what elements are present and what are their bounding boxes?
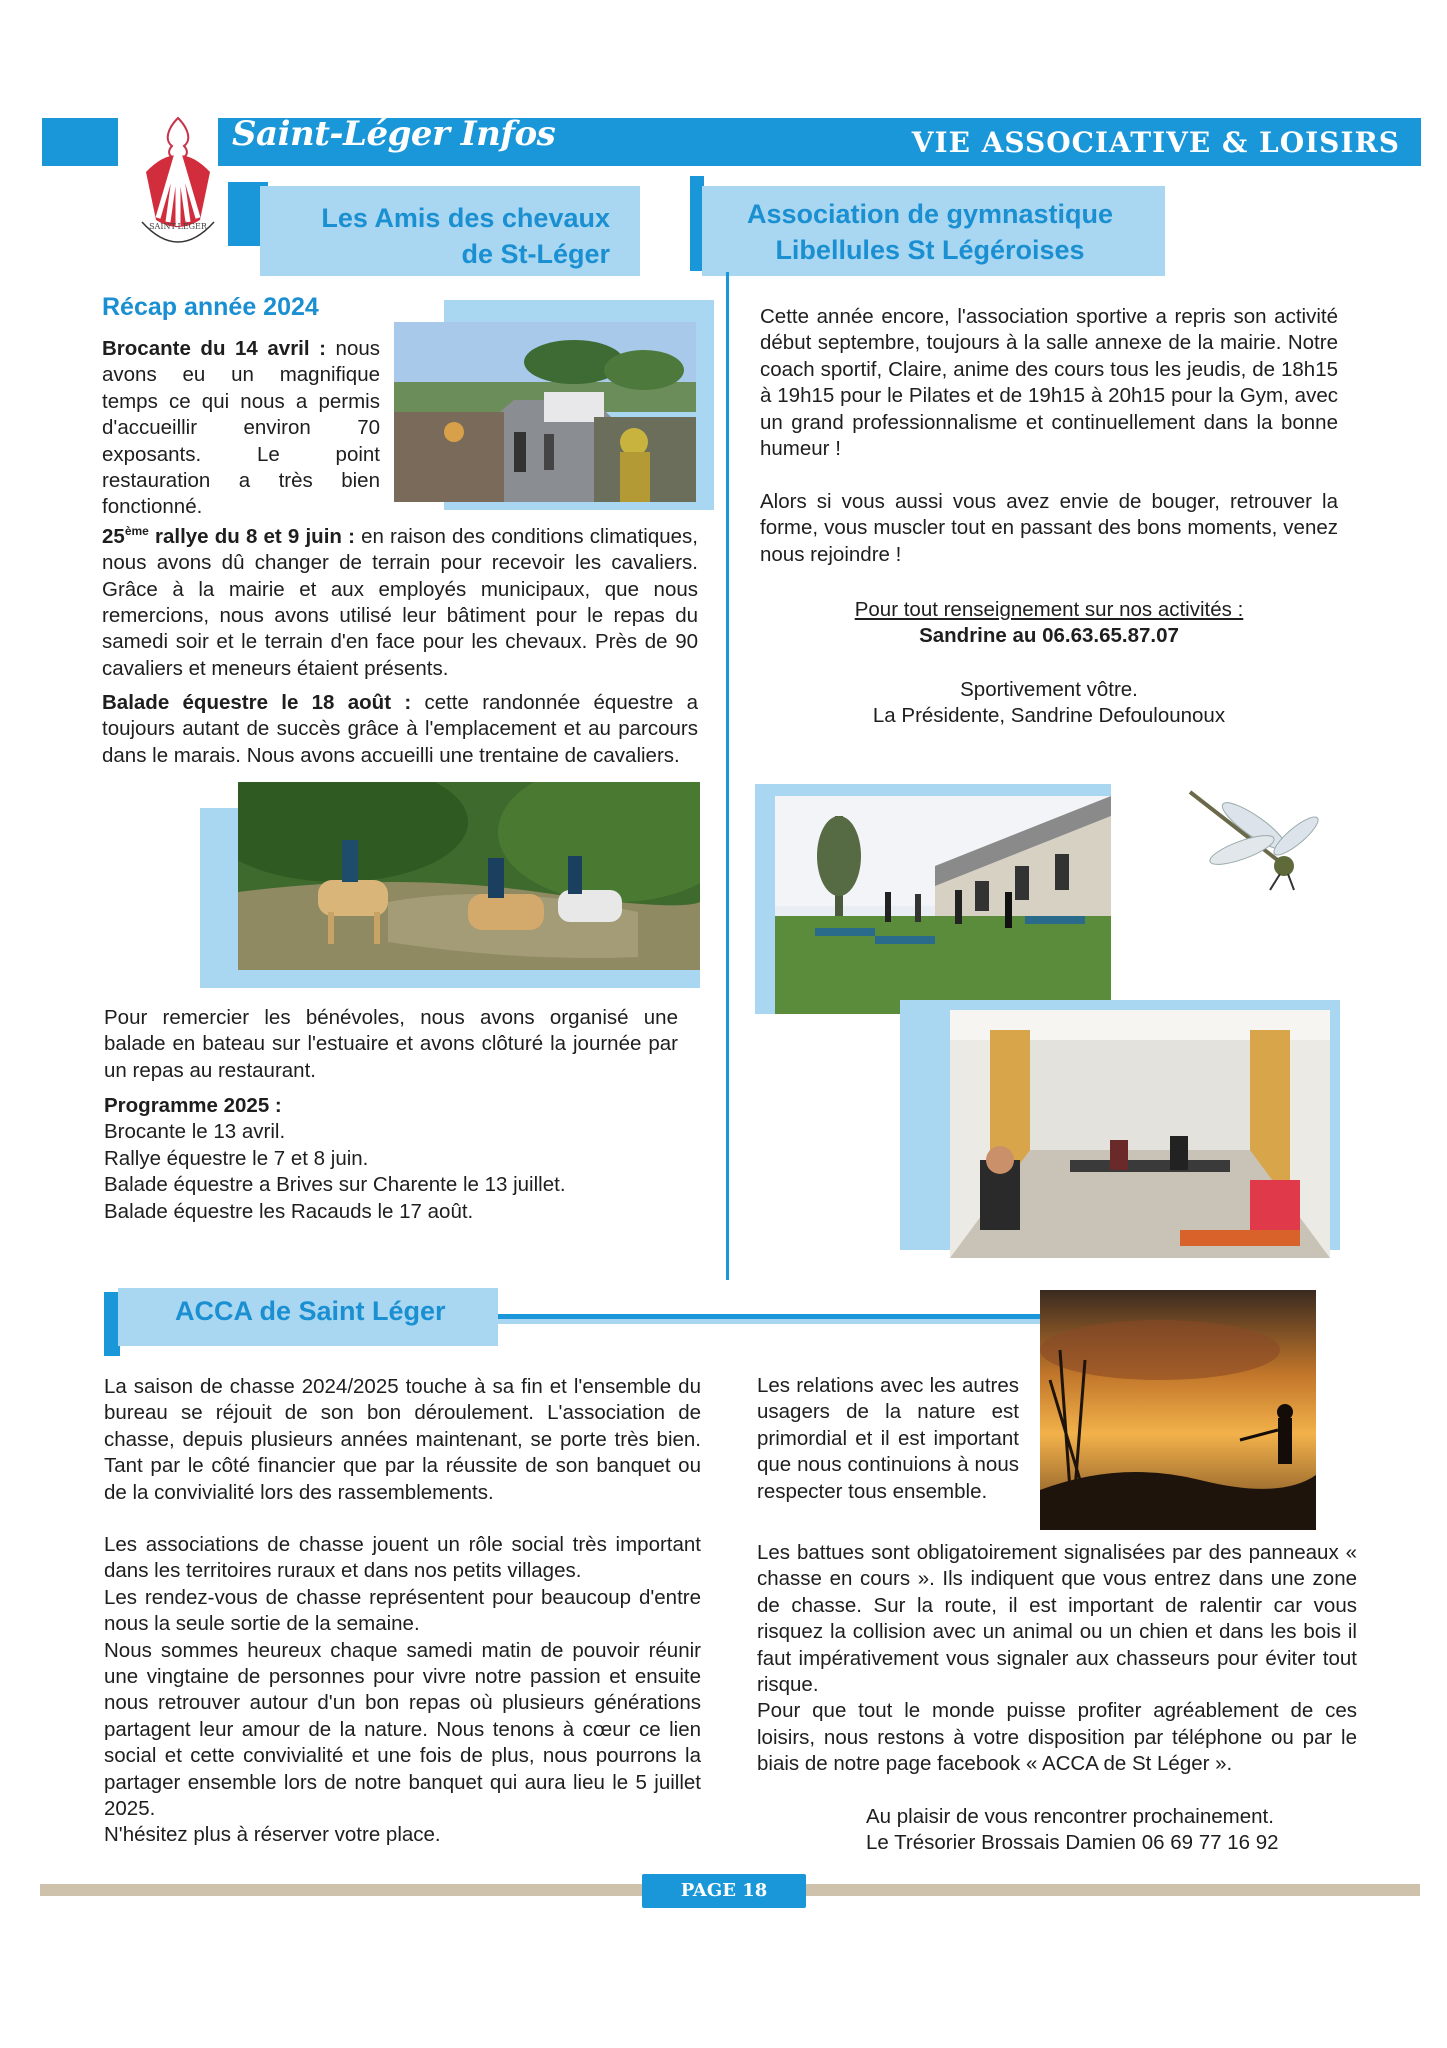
brocante-text: nous avons eu un magnifique temps ce qui nous a permis d'accueillir environ 70 exposants. Le point restauration a très bien fonctionné. [102,337,381,519]
acca-title-rule-light [498,1319,1044,1324]
header-left-block [42,118,118,166]
section-title: VIE ASSOCIATIVE & LOISIRS [911,126,1400,159]
gym-signature: La Présidente, Sandrine Defoulounoux [872,704,1226,728]
programme-item: Balade équestre a Brives sur Charente le 13 juillet. [104,1173,566,1197]
acca-signoff [866,1804,1346,1857]
gym-contact-label: Pour tout renseignement sur nos activités : [854,598,1244,621]
gym-contact [760,597,1338,650]
balade-paragraph [102,690,698,769]
horse-photo [238,782,700,970]
brocante-photo [394,322,696,502]
programme-item: Balade équestre les Racauds le 17 août. [104,1199,474,1223]
acca-right-block [757,1540,1357,1778]
acca-right-paragraph-1 [757,1373,1019,1505]
programme [104,1093,704,1225]
acca-left-block [104,1532,701,1849]
brocante-paragraph [102,336,380,521]
gym-indoor-photo [950,1010,1330,1258]
gym-outdoor-photo [775,796,1111,1014]
page-number: PAGE 18 [680,1880,768,1901]
gym-contact-value: Sandrine au 06.63.65.87.07 [919,624,1179,648]
balade-text: cette randonnée équestre a toujours autant de succès grâce à l'emplacement et au parcours dans le marais. Nous avons accueilli une trentaine de cavaliers. [102,691,698,767]
emblem-text: SAINT-LÉGER [149,222,207,231]
horses-title [270,200,610,272]
acca-closing: Au plaisir de vous rencontrer prochainement. [866,1805,1274,1828]
balade-heading: Balade équestre le 18 août : [102,691,412,714]
gym-signoff [760,677,1338,730]
acca-right-paragraph-2: Les battues sont obligatoirement signalisées par des panneaux « chasse en cours ». Ils indiquent que vous entrez dans une zone de chasse. Sur la route, il est important de ralentir car vous risquez la collision avec un animal ou un chien et dans les bois il faut impérativement vous signaler aux chasseurs pour éviter tout risque. [757,1541,1357,1697]
gym-title-line1: Association de gymnastique [746,199,1114,229]
acca-right-text-1: Les relations avec les autres usagers de la nature est primordial et il est important que nous continuions à nous respecter tous ensemble. [757,1374,1019,1503]
acca-right-paragraph-3: Pour que tout le monde puisse profiter agréablement de ces loisirs, nous restons à votre disposition par téléphone ou par le biais de notre page facebook « ACCA de St Léger ». [757,1699,1357,1776]
rallye-text: en raison des conditions climatiques, nous avons dû changer de terrain pour recevoir les cavaliers. Grâce à la mairie et aux employés municipaux, que nous remercions, nous avons utilisé leur bâtiment pour le repas du samedi soir et le terrain d'en face pour les chevaux. Près de 90 cavaliers et meneurs étaient présents. [102,524,698,680]
gym-title-line2: Libellules St Légéroises [775,235,1085,265]
brocante-heading: Brocante du 14 avril : [102,337,326,360]
thanks-paragraph [104,1005,678,1084]
gym-text-2: Alors si vous aussi vous avez envie de bouger, retrouver la forme, vous muscler tout en passant des bons moments, venez nous rejoindre ! [760,490,1338,566]
gym-paragraph-2 [760,489,1338,568]
rallye-superscript: ème [124,524,149,538]
magazine-title: Saint-Léger Infos [232,114,556,154]
acca-signature: Le Trésorier Brossais Damien 06 69 77 16 92 [866,1831,1279,1855]
rallye-heading [102,525,355,548]
acca-left-paragraph-1 [104,1374,701,1506]
acca-left-paragraph-5: N'hésitez plus à réserver votre place. [104,1823,441,1847]
gym-paragraph-1 [760,304,1338,462]
thanks-text: Pour remercier les bénévoles, nous avons organisé une balade en bateau sur l'estuaire et avons clôturé la journée par un repas au restaurant. [104,1006,678,1082]
column-divider [726,272,729,1280]
rallye-number: 25 [102,524,125,548]
programme-item: Rallye équestre le 7 et 8 juin. [104,1146,369,1170]
acca-left-text-1: La saison de chasse 2024/2025 touche à sa fin et l'ensemble du bureau se réjouit de son bon déroulement. L'association de chasse, depuis plusieurs années maintenant, se porte très bien. Tant par le côté financier que par la réussite de son banquet ou de la convivialité lors des rassemblements. [104,1375,701,1504]
acca-left-paragraph-3: Les rendez-vous de chasse représentent pour beaucoup d'entre nous la seule sortie de la semaine. [104,1585,701,1636]
horses-title-line2: de St-Léger [461,239,610,269]
acca-sunset-photo [1040,1290,1316,1530]
recap-title: Récap année 2024 [102,293,319,321]
horses-title-line1: Les Amis des chevaux [321,203,610,233]
rallye-heading-text: rallye du 8 et 9 juin : [155,524,355,548]
acca-title: ACCA de Saint Léger [175,1296,446,1326]
acca-left-paragraph-4: Nous sommes heureux chaque samedi matin de pouvoir réunir une vingtaine de personnes pour vivre notre passion et ensuite nous retrouver autour d'un bon repas où plusieurs générations partagent leur amour de la nature. Nous tenons à cœur ce lien social et cette convivialité et une fois de plus, nous pourrons la partager ensemble lors de notre banquet qui aura lieu le 5 juillet 2025. [104,1638,701,1821]
dragonfly-icon [1184,786,1324,896]
acca-left-paragraph-2: Les associations de chasse jouent un rôle social très important dans les territoires ruraux et dans nos petits villages. [104,1533,701,1583]
gym-text-1: Cette année encore, l'association sportive a repris son activité début septembre, toujours à la salle annexe de la mairie. Notre coach sportif, Claire, anime des cours tous les jeudis, de 18h15 à 19h15 pour le Pilates et de 19h15 à 20h15 pour la Gym, avec un grand professionnalisme et continuellement dans la bonne humeur ! [760,305,1338,461]
programme-item: Brocante le 13 avril. [104,1120,286,1144]
programme-title: Programme 2025 : [104,1094,282,1117]
emblem [128,110,228,250]
rallye-paragraph [102,518,698,682]
dragonfly-illustration [1184,786,1324,896]
gym-closing: Sportivement vôtre. [960,678,1138,701]
gym-title [710,196,1150,268]
